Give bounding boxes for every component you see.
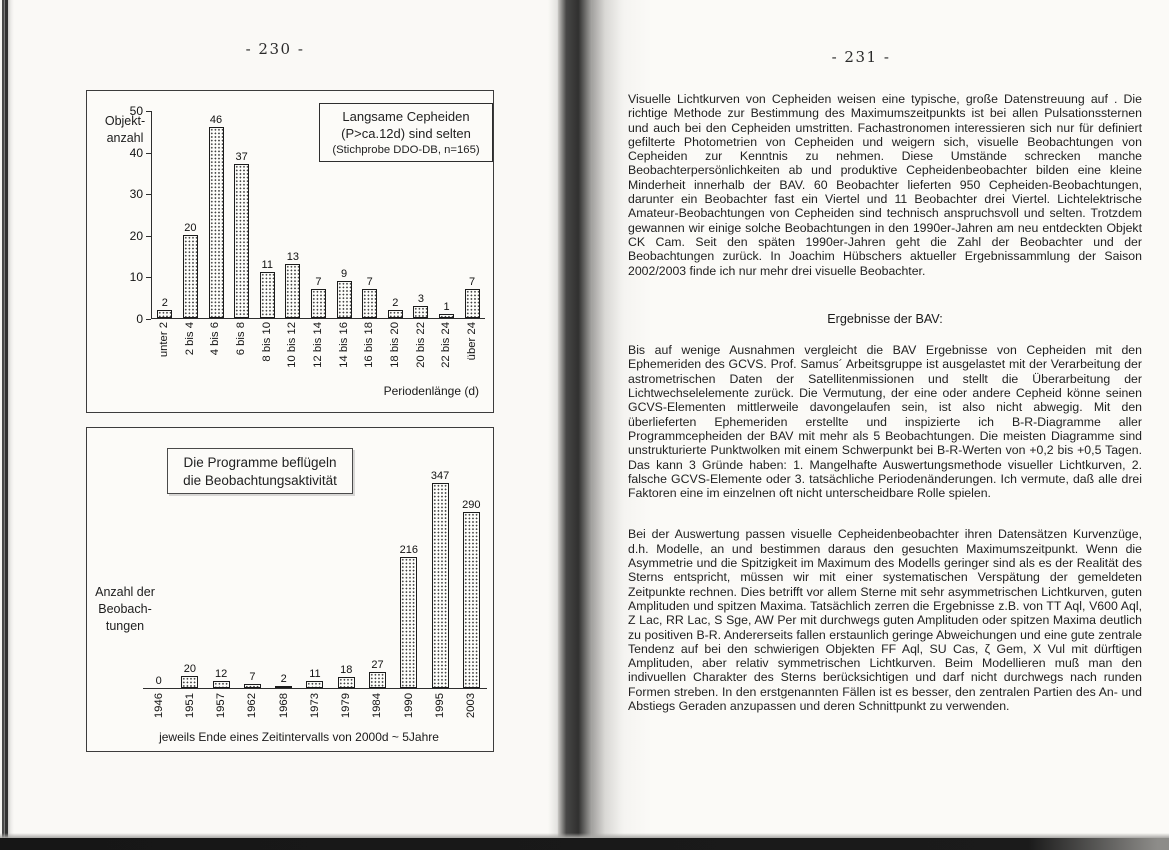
category-slot xyxy=(268,693,299,731)
bar xyxy=(388,310,403,318)
category-slot xyxy=(456,693,487,731)
category-label: 18 bis 20 xyxy=(389,322,402,368)
bar xyxy=(213,681,230,688)
category-slot xyxy=(299,693,330,731)
bar-slot xyxy=(331,111,357,318)
bar xyxy=(209,127,224,318)
y-axis-tick-mark xyxy=(146,111,151,112)
bar-slot xyxy=(206,470,237,688)
bar xyxy=(432,483,449,688)
category-slot xyxy=(305,322,331,382)
category-label: 1957 xyxy=(215,693,228,719)
category-label: 1962 xyxy=(246,693,259,719)
category-label: 16 bis 18 xyxy=(363,322,376,368)
category-label: 12 bis 14 xyxy=(311,322,324,368)
paragraph-bav-results: Bis auf wenige Ausnahmen vergleicht die BAV Ergebnisse von Cepheiden mit den Ephemeriden des GCVS. Prof. Samus´ Arbeitsgruppe ist ausgelastet mit der Verarbeitung der astrometrischen Daten der Satellitenmissionen und stellt die Überarbeitung der Lichtwechselelemente zurück. Die Vermutung, der eine oder andere Cepheid könne seinen GCVS-Elementen mittlerweile davongelaufen sein, ist also nicht abwegig. Mit den überlieferten Ephemeriden erstellte und inspizierte ich B-R-Diagramme aller Programmcepheiden der BAV mit mehr als 5 Beobachtungen. Die meisten Diagramme sind unstrukturierte Punktwolken mit einem Schwerpunkt bei B-R-Werten von +0,2 bis +0,5 Tagen. Das kann 3 Gründe haben: 1. Mangelhafte Auswertungsmethode visueller Lichtkurven, 2. falsche GCVS-Elemente oder 3. tatsächliche Periodenänderungen. Ich vermute, daß alle drei Faktoren eine im einzelnen oft nicht unterscheidbare Rolle spielen. xyxy=(628,343,1142,501)
category-slot xyxy=(151,322,177,382)
bar xyxy=(337,281,352,318)
category-label: über 24 xyxy=(466,322,479,361)
category-label: 1995 xyxy=(434,693,447,719)
book-page-231 xyxy=(592,0,1169,838)
category-label: 1973 xyxy=(308,693,321,719)
bar-value-label: 1 xyxy=(443,301,450,313)
bar-slot xyxy=(382,111,408,318)
bar xyxy=(400,557,417,688)
bar-slot xyxy=(299,470,330,688)
chart2-plot-area xyxy=(143,470,487,689)
scan-bottom-edge xyxy=(0,838,1169,850)
bar-slot xyxy=(268,470,299,688)
bar-value-label: 12 xyxy=(215,668,228,680)
category-slot xyxy=(206,693,237,731)
bar xyxy=(234,164,249,318)
category-slot xyxy=(254,322,280,382)
bar-slot xyxy=(280,111,306,318)
bar xyxy=(413,306,428,318)
bar-value-label: 290 xyxy=(462,499,481,511)
bar xyxy=(463,512,480,688)
bar-value-label: 20 xyxy=(183,663,197,675)
bar xyxy=(306,681,323,688)
bar-value-label: 3 xyxy=(417,293,424,305)
chart2-x-axis-labels xyxy=(143,693,487,731)
category-slot xyxy=(143,693,174,731)
category-slot xyxy=(174,693,205,731)
bar xyxy=(285,264,300,318)
category-slot xyxy=(393,693,424,731)
y-axis-tick-label: 10 xyxy=(129,270,143,284)
page-number-left: - 230 - xyxy=(245,40,305,58)
bar-slot xyxy=(459,111,485,318)
chart2-y-axis-label: Anzahl der Beobach- tungen xyxy=(95,585,155,633)
chart-observations-per-interval xyxy=(86,427,494,752)
category-slot xyxy=(202,322,228,382)
category-slot xyxy=(331,322,357,382)
bar xyxy=(369,672,386,688)
bar-value-label: 2 xyxy=(280,673,287,685)
bar-value-label: 2 xyxy=(161,297,168,309)
bar-slot xyxy=(393,470,424,688)
category-slot xyxy=(357,322,383,382)
book-gutter-shadow xyxy=(548,0,624,838)
bar-value-label: 11 xyxy=(309,668,321,680)
category-label: 1951 xyxy=(183,693,196,719)
page-number-right: - 231 - xyxy=(831,48,891,66)
category-label: 2 bis 4 xyxy=(183,322,196,356)
category-label: unter 2 xyxy=(157,322,170,358)
y-axis-tick-mark xyxy=(146,277,151,278)
bar-slot xyxy=(152,111,178,318)
bar xyxy=(181,676,198,688)
y-axis-tick-mark xyxy=(146,319,151,320)
bar-slot xyxy=(434,111,460,318)
category-label: 8 bis 10 xyxy=(260,322,273,362)
bar-value-label: 0 xyxy=(155,675,162,687)
bar-value-label: 46 xyxy=(209,114,223,126)
category-label: 1979 xyxy=(340,693,353,719)
chart1-annotation-box: Langsame Cepheiden (P>ca.12d) sind selten (Stichprobe DDO-DB, n=165) xyxy=(319,103,493,162)
y-axis-tick-label: 30 xyxy=(129,187,143,201)
bar-value-label: 9 xyxy=(341,268,348,280)
bar-slot xyxy=(331,470,362,688)
bar-value-label: 216 xyxy=(399,544,418,556)
category-label: 1984 xyxy=(371,693,384,719)
category-label: 20 bis 22 xyxy=(414,322,427,368)
body-text-column xyxy=(628,92,1142,713)
bar-slot xyxy=(456,470,487,688)
category-label: 6 bis 8 xyxy=(234,322,247,356)
y-axis-tick-mark xyxy=(146,236,151,237)
bar xyxy=(275,686,292,688)
category-label: 14 bis 16 xyxy=(337,322,350,368)
section-heading-ergebnisse: Ergebnisse der BAV: xyxy=(827,311,943,326)
bar-value-label: 27 xyxy=(371,659,384,671)
chart1-x-axis-title: Periodenlänge (d) xyxy=(383,384,479,398)
bar-value-label: 2 xyxy=(392,297,399,309)
chart1-x-axis-labels xyxy=(151,322,485,382)
bar-slot xyxy=(254,111,280,318)
bar xyxy=(439,314,454,318)
bar-slot xyxy=(174,470,205,688)
bar-value-label: 18 xyxy=(340,664,353,676)
y-axis-tick-label: 40 xyxy=(129,146,143,160)
y-axis-tick-mark xyxy=(146,194,151,195)
category-slot xyxy=(408,322,434,382)
category-slot xyxy=(434,322,460,382)
bar-slot xyxy=(408,111,434,318)
bar-value-label: 7 xyxy=(249,671,256,683)
y-axis-tick-label: 20 xyxy=(129,229,143,243)
bar-slot xyxy=(203,111,229,318)
category-slot xyxy=(362,693,393,731)
scan-left-edge xyxy=(0,0,14,850)
y-axis-tick-mark xyxy=(146,153,151,154)
bar-slot xyxy=(143,470,174,688)
bar-slot xyxy=(306,111,332,318)
bar-value-label: 13 xyxy=(286,251,299,263)
category-slot xyxy=(424,693,455,731)
y-axis-tick-label: 50 xyxy=(129,104,143,118)
category-slot xyxy=(228,322,254,382)
bar-slot xyxy=(362,470,393,688)
bar-slot xyxy=(229,111,255,318)
bar-value-label: 37 xyxy=(235,151,248,163)
bar xyxy=(260,272,275,318)
book-page-230 xyxy=(10,0,558,838)
chart-period-length-histogram xyxy=(86,90,494,413)
category-label: 2003 xyxy=(465,693,478,719)
category-slot xyxy=(331,693,362,731)
category-slot xyxy=(279,322,305,382)
bar-value-label: 20 xyxy=(184,222,197,234)
category-label: 10 bis 12 xyxy=(286,322,299,368)
paragraph-auswertung: Bei der Auswertung passen visuelle Cepheidenbeobachter ihren Datensätzen Kurvenzüge, d.h. Modelle, an und bestimmen daraus den gesuchten Maximumszeitpunkt. Wenn die Asymmetrie und die Spitzigkeit im Maximum des Modells geringer sind als es der Realität des Sterns entspricht, müssen wir mit einer systematischen Verspätung der gemeldeten Zeitpunkte rechnen. Dies betrifft vor allem Sterne mit sehr asymmetrischen Lichtkurven, guten Amplituden und spitzen Maxima. Tatsächlich zerren die Ergebnisse z.B. von TT Aql, V600 Aql, Z Lac, RR Lac, S Sge, AW Per mit durchwegs guten Amplituden oder spitzen Maxima deutlich zu positiven B-R. Andererseits fallen erstaunlich geringe Abweichungen und eine gute zentrale Tendenz auf bei den schwierigen Objekten FF Aql, SU Cas, ζ Gem, X Vul mit dürftigen Amplituden, aber relativ symmetrischen Lichtkurven. Beim Modellieren muß man den indivuellen Charakter des Sterns berücksichtigen und darf nicht durchwegs nach runden Formen streben. In den erstgenannten Fällen ist es besser, den zentralen Partien des An- und Abstiegs Geraden anzupassen und deren Schnittpunkt zu verwenden. xyxy=(628,527,1142,713)
bar-slot xyxy=(357,111,383,318)
chart1-plot-area xyxy=(151,111,485,319)
chart2-x-axis-title: jeweils Ende eines Zeitintervalls von 2000d ~ 5Jahre xyxy=(159,730,439,744)
chart2-annotation-box: Die Programme beflügeln die Beobachtungsaktivität xyxy=(167,448,353,494)
category-label: 4 bis 6 xyxy=(209,322,222,356)
category-slot xyxy=(382,322,408,382)
bar xyxy=(157,310,172,318)
category-slot xyxy=(237,693,268,731)
category-label: 1968 xyxy=(277,693,290,719)
bar-value-label: 11 xyxy=(261,259,273,271)
category-label: 1990 xyxy=(402,693,415,719)
chart1-y-axis-label: Objekt- anzahl xyxy=(104,114,146,145)
y-axis-tick-label: 0 xyxy=(136,312,143,326)
bar xyxy=(244,684,261,688)
bar-slot xyxy=(424,470,455,688)
bar xyxy=(362,289,377,318)
category-slot xyxy=(459,322,485,382)
bar-value-label: 347 xyxy=(430,470,450,482)
category-label: 1946 xyxy=(152,693,165,719)
paragraph-visual-lightcurves: Visuelle Lichtkurven von Cepheiden weisen eine typische, große Datenstreuung auf . Die richtige Methode zur Bestimmung des Maximumszeitpunkts ist bei allen Pulsationssternen und auch bei den Cepheiden umstritten. Fachastronomen interessieren sich nur für definiert gefilterte Photometrien von Cepheiden und weigern sich, visuelle Beobachtungen von Cepheiden zur Kenntnis zu nehmen. Diese Umstände schrecken manche Beobachterpersönlichkeiten ab und produktive Cepheidenbeobachter bilden eine kleine Minderheit innerhalb der BAV. 60 Beobachter lieferten 950 Cepheiden-Beobachtungen, darunter ein Beobachter fast ein Viertel und 11 Beobachter drei Viertel. Lichtelektrische Amateur-Beobachtungen von Cepheiden sind technisch anspruchsvoll und selten. Trotzdem gewannen wir einige solche Beobachtungen in den 1990er-Jahren am neu entdeckten Objekt CK Cam. Seit den späten 1990er-Jahren geht die Zahl der Beobachter und der Beobachtungen zurück. In Joachim Hübschers aktueller Ergebnissammlung der Saison 2002/2003 finde ich nur mehr drei visuelle Beobachter. xyxy=(628,92,1142,278)
bar-value-label: 7 xyxy=(366,276,373,288)
category-label: 22 bis 24 xyxy=(440,322,453,368)
category-slot xyxy=(177,322,203,382)
bar-value-label: 7 xyxy=(469,276,476,288)
bar xyxy=(311,289,326,318)
bar-slot xyxy=(237,470,268,688)
bar xyxy=(465,289,480,318)
bar xyxy=(338,677,355,688)
bar-value-label: 7 xyxy=(315,276,322,288)
bar xyxy=(183,235,198,318)
bar-slot xyxy=(178,111,204,318)
